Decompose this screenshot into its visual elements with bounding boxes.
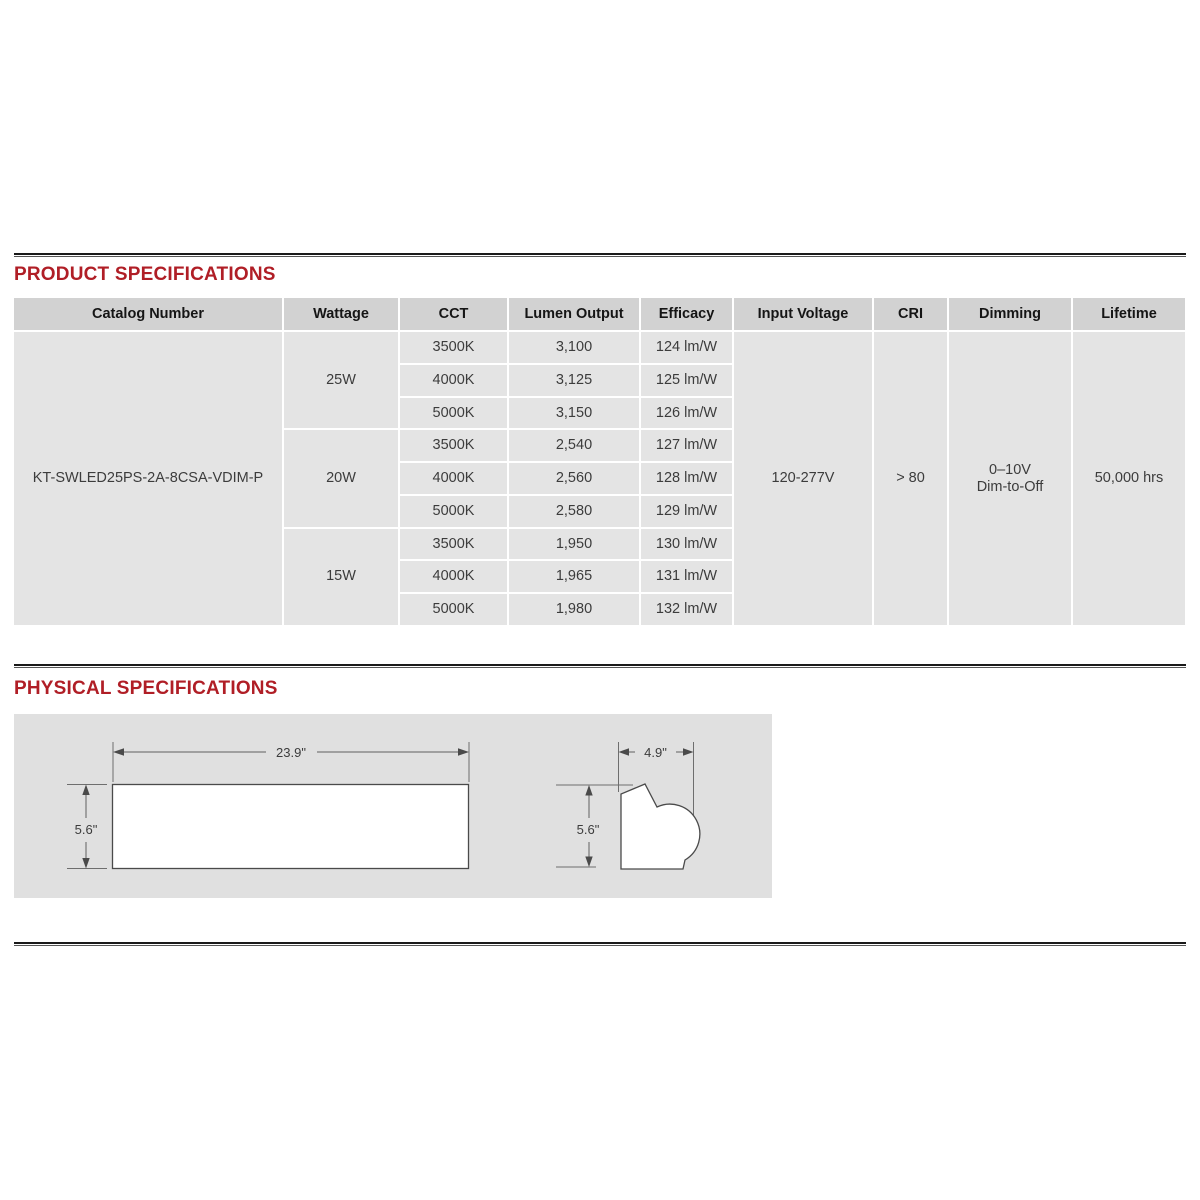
efficacy-cell: 129 lm/W: [641, 496, 732, 527]
arrow-right-icon: [683, 748, 694, 756]
wattage-cell: 15W: [284, 529, 398, 625]
lumen-output-cell: 3,125: [509, 365, 639, 396]
efficacy-cell: 125 lm/W: [641, 365, 732, 396]
divider-rule-bottom: [14, 942, 1186, 946]
col-header-efficacy: Efficacy: [641, 298, 732, 330]
lumen-output-cell: 1,965: [509, 561, 639, 592]
arrow-right-icon: [458, 748, 469, 756]
cct-cell: 3500K: [400, 529, 507, 560]
col-header-lumen-output: Lumen Output: [509, 298, 639, 330]
catalog-number-cell: KT-SWLED25PS-2A-8CSA-VDIM-P: [14, 332, 282, 625]
lumen-output-cell: 2,560: [509, 463, 639, 494]
wattage-cell: 25W: [284, 332, 398, 428]
efficacy-cell: 131 lm/W: [641, 561, 732, 592]
input-voltage-cell: 120-277V: [734, 332, 872, 625]
lumen-output-cell: 3,100: [509, 332, 639, 363]
front-width-label: 23.9": [276, 745, 306, 760]
lumen-output-cell: 1,950: [509, 529, 639, 560]
col-header-catalog-number: Catalog Number: [14, 298, 282, 330]
col-header-wattage: Wattage: [284, 298, 398, 330]
cct-cell: 5000K: [400, 496, 507, 527]
col-header-input-voltage: Input Voltage: [734, 298, 872, 330]
cct-cell: 4000K: [400, 365, 507, 396]
dimming-line2: Dim-to-Off: [976, 478, 1044, 495]
arrow-down-icon: [585, 857, 592, 868]
arrow-left-icon: [113, 748, 124, 756]
divider-rule-middle: [14, 664, 1186, 668]
side-height-label: 5.6": [576, 822, 600, 837]
wattage-cell: 20W: [284, 430, 398, 526]
col-header-cct: CCT: [400, 298, 507, 330]
col-header-cri: CRI: [874, 298, 947, 330]
arrow-up-icon: [585, 785, 592, 796]
arrow-left-icon: [619, 748, 630, 756]
dimension-drawings: [14, 714, 772, 898]
lumen-output-cell: 3,150: [509, 398, 639, 429]
dimming-line1: 0–10V: [989, 461, 1031, 478]
cri-cell: > 80: [874, 332, 947, 625]
divider-rule-top: [14, 253, 1186, 257]
front-height-label: 5.6": [74, 822, 98, 837]
efficacy-cell: 127 lm/W: [641, 430, 732, 461]
side-view-outline: [621, 784, 700, 869]
lumen-output-cell: 1,980: [509, 594, 639, 625]
efficacy-cell: 126 lm/W: [641, 398, 732, 429]
cct-cell: 4000K: [400, 561, 507, 592]
efficacy-cell: 130 lm/W: [641, 529, 732, 560]
lumen-output-cell: 2,540: [509, 430, 639, 461]
efficacy-cell: 132 lm/W: [641, 594, 732, 625]
efficacy-cell: 128 lm/W: [641, 463, 732, 494]
dimming-cell: [949, 332, 1071, 625]
arrow-up-icon: [82, 785, 89, 796]
cct-cell: 4000K: [400, 463, 507, 494]
arrow-down-icon: [82, 858, 89, 869]
physical-drawing-panel: [14, 714, 772, 898]
cct-cell: 5000K: [400, 398, 507, 429]
lumen-output-cell: 2,580: [509, 496, 639, 527]
col-header-lifetime: Lifetime: [1073, 298, 1185, 330]
cct-cell: 3500K: [400, 430, 507, 461]
product-specifications-heading: PRODUCT SPECIFICATIONS: [14, 264, 276, 285]
physical-specifications-heading: PHYSICAL SPECIFICATIONS: [14, 678, 278, 699]
cct-cell: 5000K: [400, 594, 507, 625]
front-view-outline: [113, 785, 469, 869]
efficacy-cell: 124 lm/W: [641, 332, 732, 363]
side-width-label: 4.9": [644, 745, 667, 760]
cct-cell: 3500K: [400, 332, 507, 363]
product-spec-table: [14, 298, 1185, 625]
col-header-dimming: Dimming: [949, 298, 1071, 330]
lifetime-cell: 50,000 hrs: [1073, 332, 1185, 625]
